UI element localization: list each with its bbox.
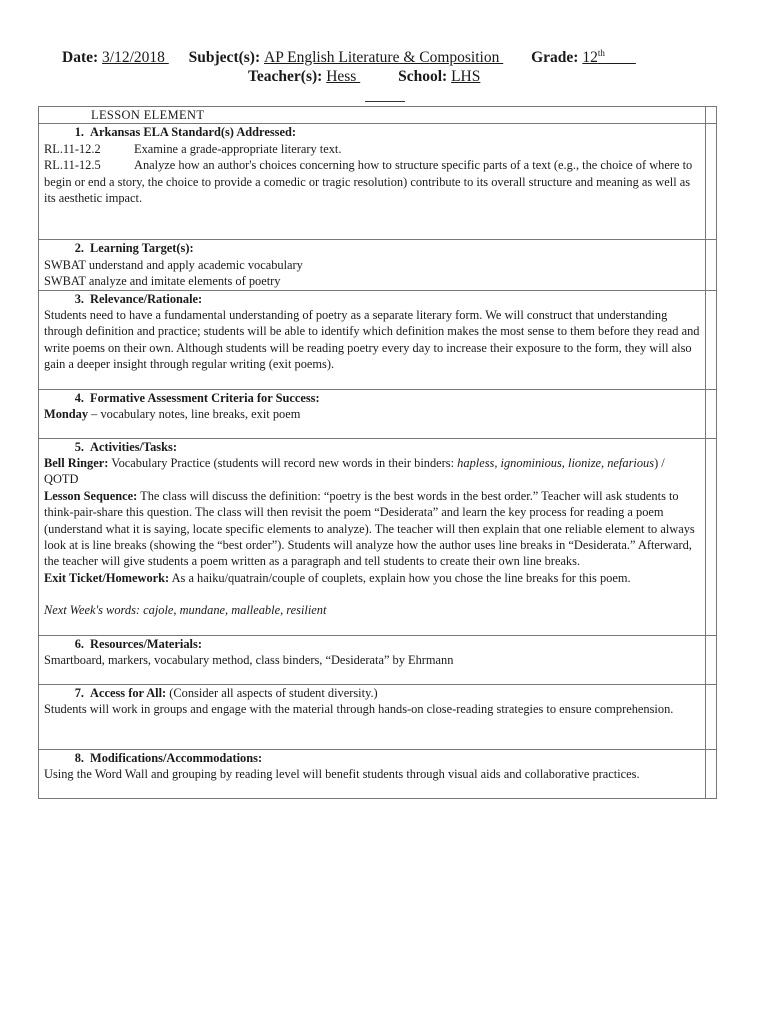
grade-label: Grade: — [531, 49, 579, 67]
target-line: SWBAT analyze and imitate elements of poetry — [44, 274, 281, 289]
subject-value: AP English Literature & Composition — [264, 49, 504, 67]
school-label: School: — [398, 68, 448, 85]
lesson-element-header: LESSON ELEMENT — [39, 107, 706, 124]
teacher-label: Teacher(s): — [248, 68, 323, 85]
activities-title: 5. Activities/Tasks: — [74, 439, 177, 454]
lesson-plan-table — [38, 106, 717, 799]
date-label: Date: — [62, 49, 99, 67]
section-standards — [39, 124, 717, 240]
table-header-row — [39, 107, 717, 124]
exit-ticket: Exit Ticket/Homework: As a haiku/quatrain/couple of couplets, explain how you chose the line breaks for this poem. — [44, 570, 631, 585]
section-targets — [39, 240, 717, 290]
target-line: SWBAT understand and apply academic vocabulary — [44, 257, 303, 272]
access-text: Students will work in groups and engage with the material through hands-on close-reading strategies to ensure comprehension. — [44, 702, 674, 717]
bell-ringer: Bell Ringer: Vocabulary Practice (students will record new words in their binders: hapless, ignominious, lionize, nefarious) / QOTD — [44, 456, 665, 487]
relevance-title: 3. Relevance/Rationale: — [74, 291, 203, 306]
section-assessment — [39, 389, 717, 438]
section-relevance — [39, 290, 717, 389]
standard-item: RL.11-12.2 Examine a grade-appropriate literary text. — [44, 141, 342, 156]
date-value: 3/12/2018 — [102, 49, 169, 67]
modifications-text: Using the Word Wall and grouping by reading level will benefit students through visual aids and collaborative practices. — [44, 767, 640, 782]
assessment-text: Monday – vocabulary notes, line breaks, exit poem — [44, 407, 301, 422]
standards-title: 1. Arkansas ELA Standard(s) Addressed: — [74, 125, 296, 140]
next-week-words: Next Week's words: cajole, mundane, malleable, resilient — [44, 603, 327, 618]
subject-label: Subject(s): — [188, 49, 261, 67]
school-value: LHS — [451, 68, 481, 85]
relevance-text: Students need to have a fundamental understanding of poetry as a separate literary form. We will construct that understanding through definition and practice; students will be able to identify which definition makes the most sense to them before they read and write poems on their own. Although students will be reading poetry every day to increase their exposure to the form, they will also gain a deeper insight through regular writing (exit poems). — [44, 308, 700, 372]
lesson-sequence: Lesson Sequence: The class will discuss the definition: “poetry is the best words in the best order.” Teacher will ask students to think-pair-share this question. The class will then revisit the poem “Desiderata” and learn the key process for reading a poem (understand what it is saying, locate specific elements to analyze). The teacher will then explain that one reliable element to always look at is line breaks (showing the “best order”). Students will analyze how the author uses line breaks in “Desiderata.” Afterward, the teacher will give students a poem written as a paragraph and tell students to create their own line breaks. — [44, 488, 695, 569]
grade-value: 12th — [582, 48, 605, 67]
section-activities — [39, 438, 717, 635]
modifications-title: 8. Modifications/Accommodations: — [74, 750, 263, 765]
standard-item: RL.11-12.5 Analyze how an author's choices concerning how to structure specific parts of a text (e.g., the choice of where to begin or end a story, the choice to provide a comedic or tragic resolution) contribute to its overall structure and meaning as well as its aesthetic impact. — [44, 158, 693, 206]
section-modifications — [39, 749, 717, 798]
targets-title: 2. Learning Target(s): — [74, 241, 194, 256]
teacher-value: Hess — [326, 68, 361, 85]
resources-title: 6. Resources/Materials: — [74, 636, 202, 651]
section-resources — [39, 635, 717, 684]
section-access — [39, 684, 717, 749]
access-title: 7. Access for All: (Consider all aspects of student diversity.) — [74, 685, 378, 700]
header-underline — [365, 101, 405, 102]
assessment-title: 4. Formative Assessment Criteria for Success: — [74, 390, 320, 405]
resources-text: Smartboard, markers, vocabulary method, class binders, “Desiderata” by Ehrmann — [44, 653, 454, 668]
